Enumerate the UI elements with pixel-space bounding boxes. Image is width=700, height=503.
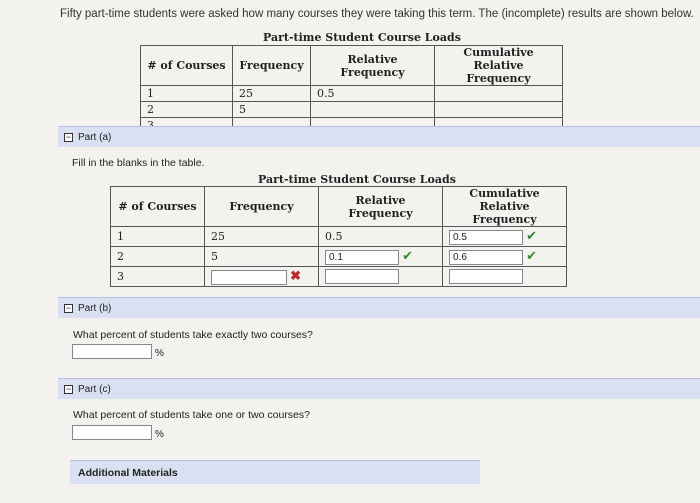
cell-relative: 0.5 <box>319 227 443 247</box>
relative-input-3[interactable] <box>325 269 399 284</box>
relative-input-2[interactable]: 0.1 <box>325 250 399 265</box>
cell-cumulative <box>443 227 567 247</box>
part-b-answer-input[interactable] <box>72 344 152 359</box>
part-c-answer-input[interactable] <box>72 425 152 440</box>
problem-intro: Fifty part-time students were asked how many courses they were taking this term. The (incomplete) results are shown below. <box>60 8 694 20</box>
cell-relative: 0.5 <box>311 86 435 102</box>
cell-frequency: 25 <box>233 86 311 102</box>
cell-courses: 1 <box>141 86 233 102</box>
cell-courses: 3 <box>111 267 205 287</box>
cell-cumulative <box>435 102 563 118</box>
cell-courses: 1 <box>111 227 205 247</box>
header-frequency: Frequency <box>233 46 311 86</box>
cumulative-input-2[interactable]: 0.6 <box>449 250 523 265</box>
part-c-answer-row <box>72 424 164 442</box>
additional-materials-label: Additional Materials <box>78 466 178 479</box>
part-a-label: Part (a) <box>78 131 112 143</box>
additional-materials-header[interactable] <box>70 460 480 484</box>
table-row <box>111 247 567 267</box>
table-row <box>141 102 563 118</box>
cell-frequency <box>205 267 319 287</box>
table1-caption: Part-time Student Course Loads <box>263 31 461 44</box>
cell-frequency: 25 <box>205 227 319 247</box>
cell-cumulative <box>435 86 563 102</box>
part-a-table <box>110 186 567 287</box>
cell-courses: 2 <box>141 102 233 118</box>
cumulative-input-1[interactable]: 0.5 <box>449 230 523 245</box>
table-row <box>111 227 567 247</box>
cell-cumulative <box>443 247 567 267</box>
header-relative-frequency: Relative Frequency <box>311 46 435 86</box>
cell-relative <box>319 267 443 287</box>
minus-box-icon[interactable]: − <box>65 131 72 142</box>
minus-box-icon[interactable]: − <box>65 302 72 313</box>
header-courses: # of Courses <box>141 46 233 86</box>
header-relative-frequency: Relative Frequency <box>319 187 443 227</box>
part-c-label: Part (c) <box>78 383 111 395</box>
part-c-header[interactable] <box>58 378 700 399</box>
cell-frequency: 5 <box>205 247 319 267</box>
part-b-header[interactable] <box>58 297 700 318</box>
part-b-label: Part (b) <box>78 302 112 314</box>
part-a-header[interactable] <box>58 126 700 147</box>
cell-cumulative <box>443 267 567 287</box>
cell-courses: 2 <box>111 247 205 267</box>
header-frequency: Frequency <box>205 187 319 227</box>
minus-box-icon[interactable]: − <box>65 383 72 394</box>
frequency-input-3[interactable] <box>211 270 287 285</box>
cell-frequency: 5 <box>233 102 311 118</box>
percent-unit: % <box>155 348 164 359</box>
part-c-question: What percent of students take one or two courses? <box>73 409 310 421</box>
cell-relative <box>311 102 435 118</box>
checkmark-icon: ✔ <box>526 228 537 244</box>
cell-relative <box>319 247 443 267</box>
table-row <box>111 267 567 287</box>
x-icon: ✖ <box>290 268 301 284</box>
part-a-table-caption: Part-time Student Course Loads <box>258 173 456 186</box>
course-loads-table <box>140 45 563 134</box>
cumulative-input-3[interactable] <box>449 269 523 284</box>
part-b-question: What percent of students take exactly two courses? <box>73 329 313 341</box>
header-cumulative-relative-frequency: Cumulative Relative Frequency <box>443 187 567 227</box>
table-row <box>141 86 563 102</box>
checkmark-icon: ✔ <box>526 248 537 264</box>
part-b-answer-row <box>72 343 164 361</box>
header-courses: # of Courses <box>111 187 205 227</box>
checkmark-icon: ✔ <box>402 248 413 264</box>
percent-unit: % <box>155 429 164 440</box>
header-cumulative-relative-frequency: Cumulative Relative Frequency <box>435 46 563 86</box>
part-a-instruction: Fill in the blanks in the table. <box>72 157 205 169</box>
